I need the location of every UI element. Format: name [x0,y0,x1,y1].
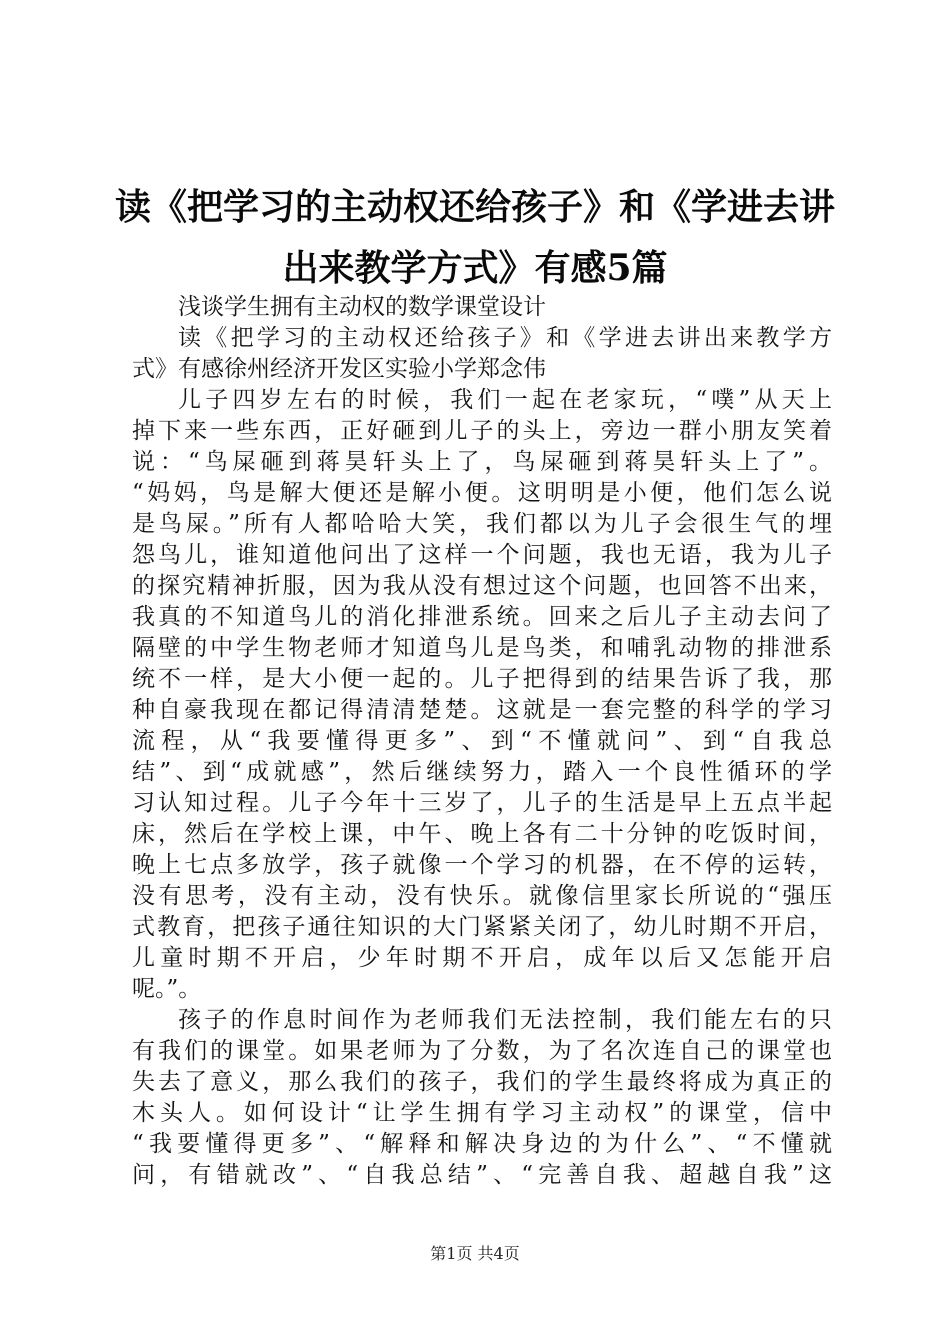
text-line: 习认知过程。儿子今年十三岁了，儿子的生活是早上五点半起 [132,790,832,816]
text-line: 是鸟屎。”所有人都哈哈大笑，我们都以为儿子会很生气的埋 [132,511,832,537]
text-line: 说：“鸟屎砸到蒋昊轩头上了，鸟屎砸到蒋昊轩头上了”。 [132,449,832,475]
text-line: 怨鸟儿，谁知道他问出了这样一个问题，我也无语，我为儿子 [132,542,832,568]
text-line: 我真的不知道鸟儿的消化排泄系统。回来之后儿子主动去问了 [132,604,832,630]
text-line: 孩子的作息时间作为老师我们无法控制，我们能左右的只 [178,1007,832,1033]
text-line: 统不一样，是大小便一起的。儿子把得到的结果告诉了我，那 [132,666,832,692]
text-line: 儿子四岁左右的时候，我们一起在老家玩，“噗”从天上 [178,387,832,413]
text-line: 掉下来一些东西，正好砸到儿子的头上，旁边一群小朋友笑着 [132,418,832,444]
text-line: 木头人。如何设计“让学生拥有学习主动权”的课堂，信中 [132,1100,832,1126]
text-line: 失去了意义，那么我们的孩子，我们的学生最终将成为真正的 [132,1069,832,1095]
text-line: 晚上七点多放学，孩子就像一个学习的机器，在不停的运转， [132,852,832,878]
document-title-line-1: 读《把学习的主动权还给孩子》和《学进去讲 [114,186,835,228]
text-line: 浅谈学生拥有主动权的数学课堂设计 [178,294,546,320]
text-line: “妈妈，鸟是解大便还是解小便。这明明是小便，他们怎么说 [132,480,832,506]
text-line: 呢。”。 [132,976,202,1002]
document-title-line-2: 出来教学方式》有感5篇 [282,247,668,289]
text-line: 结”、到“成就感”，然后继续努力，踏入一个良性循环的学 [132,759,832,785]
text-line: 种自豪我现在都记得清清楚楚。这就是一套完整的科学的学习 [132,697,832,723]
text-line: 式》有感徐州经济开发区实验小学郑念伟 [132,356,546,382]
text-line: 儿童时期不开启，少年时期不开启，成年以后又怎能开启 [132,945,832,971]
text-line: 式教育，把孩子通往知识的大门紧紧关闭了，幼儿时期不开启， [132,914,832,940]
text-line: “我要懂得更多”、“解释和解决身边的为什么”、“不懂就 [132,1131,832,1157]
text-line: 问，有错就改”、“自我总结”、“完善自我、超越自我”这 [132,1162,832,1188]
document-body [132,292,832,1191]
text-line: 床，然后在学校上课，中午、晚上各有二十分钟的吃饭时间， [132,821,832,847]
text-line: 流程，从“我要懂得更多”、到“不懂就问”、到“自我总 [132,728,832,754]
text-line: 有我们的课堂。如果老师为了分数，为了名次连自己的课堂也 [132,1038,832,1064]
page-footer: 第1页 共4页 [430,1244,520,1263]
text-line: 读《把学习的主动权还给孩子》和《学进去讲出来教学方 [178,325,832,351]
text-line: 没有思考，没有主动，没有快乐。就像信里家长所说的“强压 [132,883,832,909]
text-line: 的探究精神折服，因为我从没有想过这个问题，也回答不出来， [132,573,832,599]
text-line: 隔壁的中学生物老师才知道鸟儿是鸟类，和哺乳动物的排泄系 [132,635,832,661]
